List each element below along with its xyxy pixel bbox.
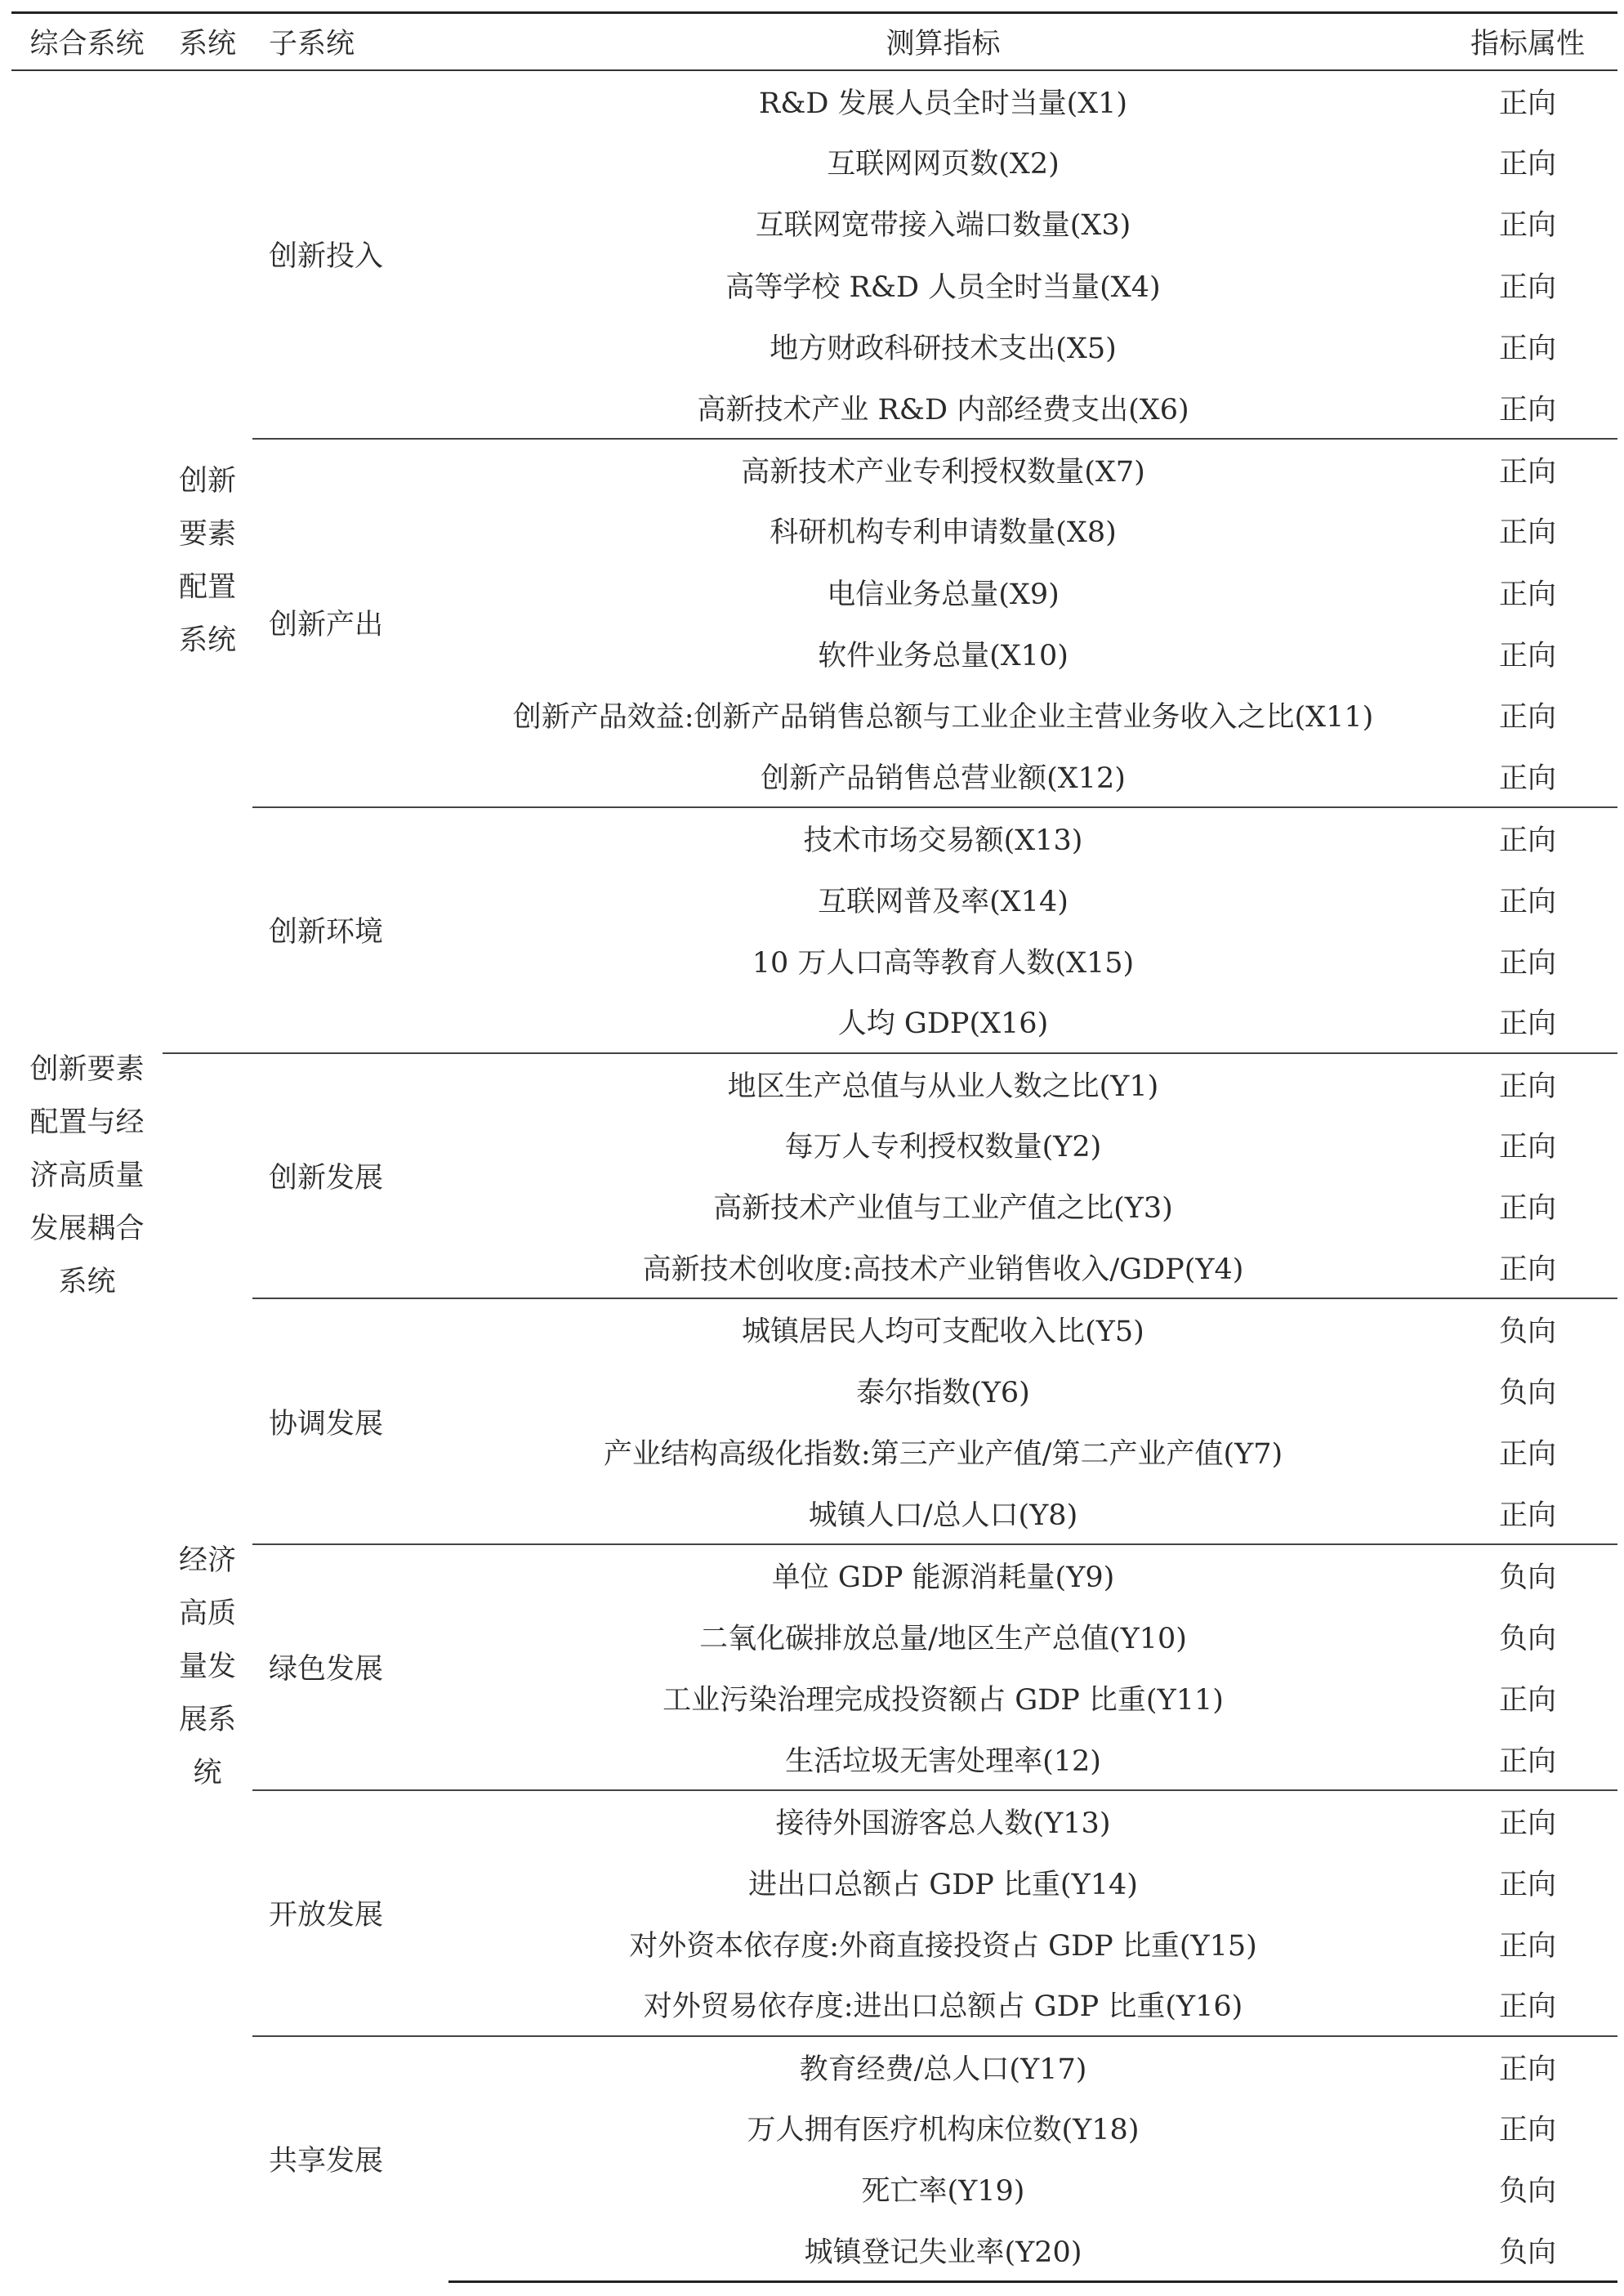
attribute-cell: 正向 bbox=[1498, 2114, 1556, 2147]
indicator-cell: 创新产品效益:创新产品销售总额与工业企业主营业务收入之比(X11) bbox=[512, 700, 1374, 734]
attribute-cell: 正向 bbox=[1498, 1438, 1556, 1472]
table-row bbox=[11, 70, 1617, 132]
attribute-cell: 正向 bbox=[1438, 2036, 1617, 2097]
indicator-cell: 进出口总额占 GDP 比重(Y14) bbox=[748, 1868, 1138, 1901]
attribute-cell: 正向 bbox=[1498, 1744, 1556, 1778]
attribute-cell: 正向 bbox=[1498, 1929, 1556, 1963]
header-system: 系统 bbox=[163, 13, 252, 70]
attribute-cell: 正向 bbox=[1498, 1131, 1556, 1164]
table-row bbox=[11, 439, 1617, 500]
attribute-cell: 负向 bbox=[1438, 1298, 1617, 1360]
indicator-cell: 创新产品销售总营业额(X12) bbox=[761, 762, 1126, 795]
indicator-cell: 人均 GDP(X16) bbox=[837, 1007, 1049, 1041]
attribute-cell: 正向 bbox=[1498, 700, 1556, 734]
indicator-cell: 地方财政科研技术支出(X5) bbox=[770, 332, 1117, 365]
table-row bbox=[11, 1790, 1617, 1852]
integrated-system-cell: 创新要素 配置与经 济高质量 发展耦合 系统 bbox=[29, 1052, 145, 1298]
indicator-cell: 城镇登记失业率(Y20) bbox=[448, 2220, 1438, 2281]
indicator-cell: 互联网宽带接入端口数量(X3) bbox=[755, 209, 1131, 243]
attribute-cell: 正向 bbox=[1498, 762, 1556, 795]
indicator-cell: 高新技术产业专利授权数量(X7) bbox=[448, 439, 1438, 500]
table-body bbox=[11, 70, 1617, 2282]
indicator-cell: 泰尔指数(Y6) bbox=[856, 1377, 1030, 1410]
system-cell: 创新 要素 配置 系统 bbox=[178, 465, 236, 657]
subsystem-cell: 共享发展 bbox=[252, 2036, 448, 2282]
indicator-cell: 接待外国游客总人数(Y13) bbox=[448, 1790, 1438, 1852]
subsystem-cell: 创新环境 bbox=[252, 807, 448, 1053]
indicator-cell: 工业污染治理完成投资额占 GDP 比重(Y11) bbox=[663, 1683, 1224, 1717]
indicator-cell: 单位 GDP 能源消耗量(Y9) bbox=[448, 1544, 1438, 1606]
subsystem-cell: 绿色发展 bbox=[252, 1544, 448, 1790]
indicator-cell: 对外贸易依存度:进出口总额占 GDP 比重(Y16) bbox=[643, 1990, 1243, 2024]
table-row bbox=[11, 1298, 1617, 1360]
attribute-cell: 正向 bbox=[1498, 1499, 1556, 1532]
table-row bbox=[11, 2036, 1617, 2097]
indicator-cell: 软件业务总量(X10) bbox=[818, 639, 1069, 672]
header-attribute: 指标属性 bbox=[1438, 13, 1617, 70]
attribute-cell: 正向 bbox=[1498, 1192, 1556, 1226]
attribute-cell: 正向 bbox=[1438, 1053, 1617, 1114]
attribute-cell: 正向 bbox=[1498, 1683, 1556, 1717]
attribute-cell: 正向 bbox=[1498, 1868, 1556, 1901]
attribute-cell: 正向 bbox=[1498, 209, 1556, 243]
attribute-cell: 正向 bbox=[1498, 1253, 1556, 1287]
attribute-cell: 负向 bbox=[1438, 2220, 1617, 2281]
header-integrated-system: 综合系统 bbox=[11, 13, 163, 70]
table-row bbox=[11, 1053, 1617, 1114]
header-indicator: 测算指标 bbox=[448, 13, 1438, 70]
indicator-cell: 教育经费/总人口(Y17) bbox=[448, 2036, 1438, 2097]
indicator-cell: 高新技术创收度:高技术产业销售收入/GDP(Y4) bbox=[642, 1253, 1244, 1287]
attribute-cell: 负向 bbox=[1498, 1377, 1556, 1410]
indicator-cell: 技术市场交易额(X13) bbox=[448, 807, 1438, 869]
indicator-cell: 高等学校 R&D 人员全时当量(X4) bbox=[725, 270, 1161, 304]
attribute-cell: 正向 bbox=[1438, 807, 1617, 869]
indicator-cell: 死亡率(Y19) bbox=[861, 2175, 1025, 2209]
attribute-cell: 正向 bbox=[1498, 1007, 1556, 1041]
subsystem-cell: 创新发展 bbox=[252, 1053, 448, 1299]
indicator-cell: 科研机构专利申请数量(X8) bbox=[770, 516, 1117, 550]
attribute-cell: 正向 bbox=[1438, 1790, 1617, 1852]
indicator-cell: 互联网网页数(X2) bbox=[827, 148, 1060, 181]
subsystem-cell: 协调发展 bbox=[252, 1298, 448, 1544]
attribute-cell: 正向 bbox=[1498, 639, 1556, 672]
subsystem-cell: 创新产出 bbox=[252, 439, 448, 807]
indicator-cell: 每万人专利授权数量(Y2) bbox=[784, 1131, 1102, 1164]
table-row bbox=[11, 807, 1617, 869]
attribute-cell: 负向 bbox=[1498, 1622, 1556, 1655]
subsystem-cell: 创新投入 bbox=[269, 240, 384, 274]
indicator-cell: 万人拥有医疗机构床位数(Y18) bbox=[747, 2114, 1140, 2147]
indicator-cell: 二氧化碳排放总量/地区生产总值(Y10) bbox=[699, 1622, 1187, 1655]
system-cell: 经济 高质 量发 展系 统 bbox=[163, 1053, 252, 2282]
attribute-cell: 正向 bbox=[1498, 87, 1556, 120]
indicator-cell: 高新技术产业值与工业产值之比(Y3) bbox=[713, 1192, 1173, 1226]
table-row bbox=[11, 1544, 1617, 1606]
indicator-cell: 10 万人口高等教育人数(X15) bbox=[752, 946, 1135, 980]
subsystem-cell: 开放发展 bbox=[252, 1790, 448, 2036]
attribute-cell: 负向 bbox=[1498, 2175, 1556, 2209]
attribute-cell: 正向 bbox=[1498, 516, 1556, 550]
attribute-cell: 正向 bbox=[1498, 578, 1556, 611]
attribute-cell: 正向 bbox=[1498, 393, 1556, 427]
attribute-cell: 正向 bbox=[1498, 270, 1556, 304]
indicator-cell: 城镇人口/总人口(Y8) bbox=[808, 1499, 1078, 1532]
indicator-cell: R&D 发展人员全时当量(X1) bbox=[758, 87, 1128, 120]
indicator-cell: 地区生产总值与从业人数之比(Y1) bbox=[448, 1053, 1438, 1114]
attribute-cell: 正向 bbox=[1498, 332, 1556, 365]
attribute-cell: 正向 bbox=[1438, 439, 1617, 500]
header-subsystem: 子系统 bbox=[252, 13, 448, 70]
attribute-cell: 正向 bbox=[1498, 885, 1556, 918]
indicator-cell: 互联网普及率(X14) bbox=[818, 885, 1069, 918]
attribute-cell: 正向 bbox=[1498, 946, 1556, 980]
indicator-cell: 高新技术产业 R&D 内部经费支出(X6) bbox=[697, 393, 1189, 427]
header-row bbox=[11, 13, 1617, 70]
indicator-cell: 电信业务总量(X9) bbox=[827, 578, 1060, 611]
attribute-cell: 正向 bbox=[1498, 1990, 1556, 2024]
indicator-cell: 对外资本依存度:外商直接投资占 GDP 比重(Y15) bbox=[629, 1929, 1257, 1963]
attribute-cell: 负向 bbox=[1438, 1544, 1617, 1606]
indicator-cell: 城镇居民人均可支配收入比(Y5) bbox=[448, 1298, 1438, 1360]
indicator-cell: 产业结构高级化指数:第三产业产值/第二产业产值(Y7) bbox=[603, 1438, 1283, 1472]
attribute-cell: 正向 bbox=[1498, 148, 1556, 181]
indicator-table bbox=[11, 11, 1617, 2283]
indicator-cell: 生活垃圾无害处理率(12) bbox=[785, 1744, 1101, 1778]
